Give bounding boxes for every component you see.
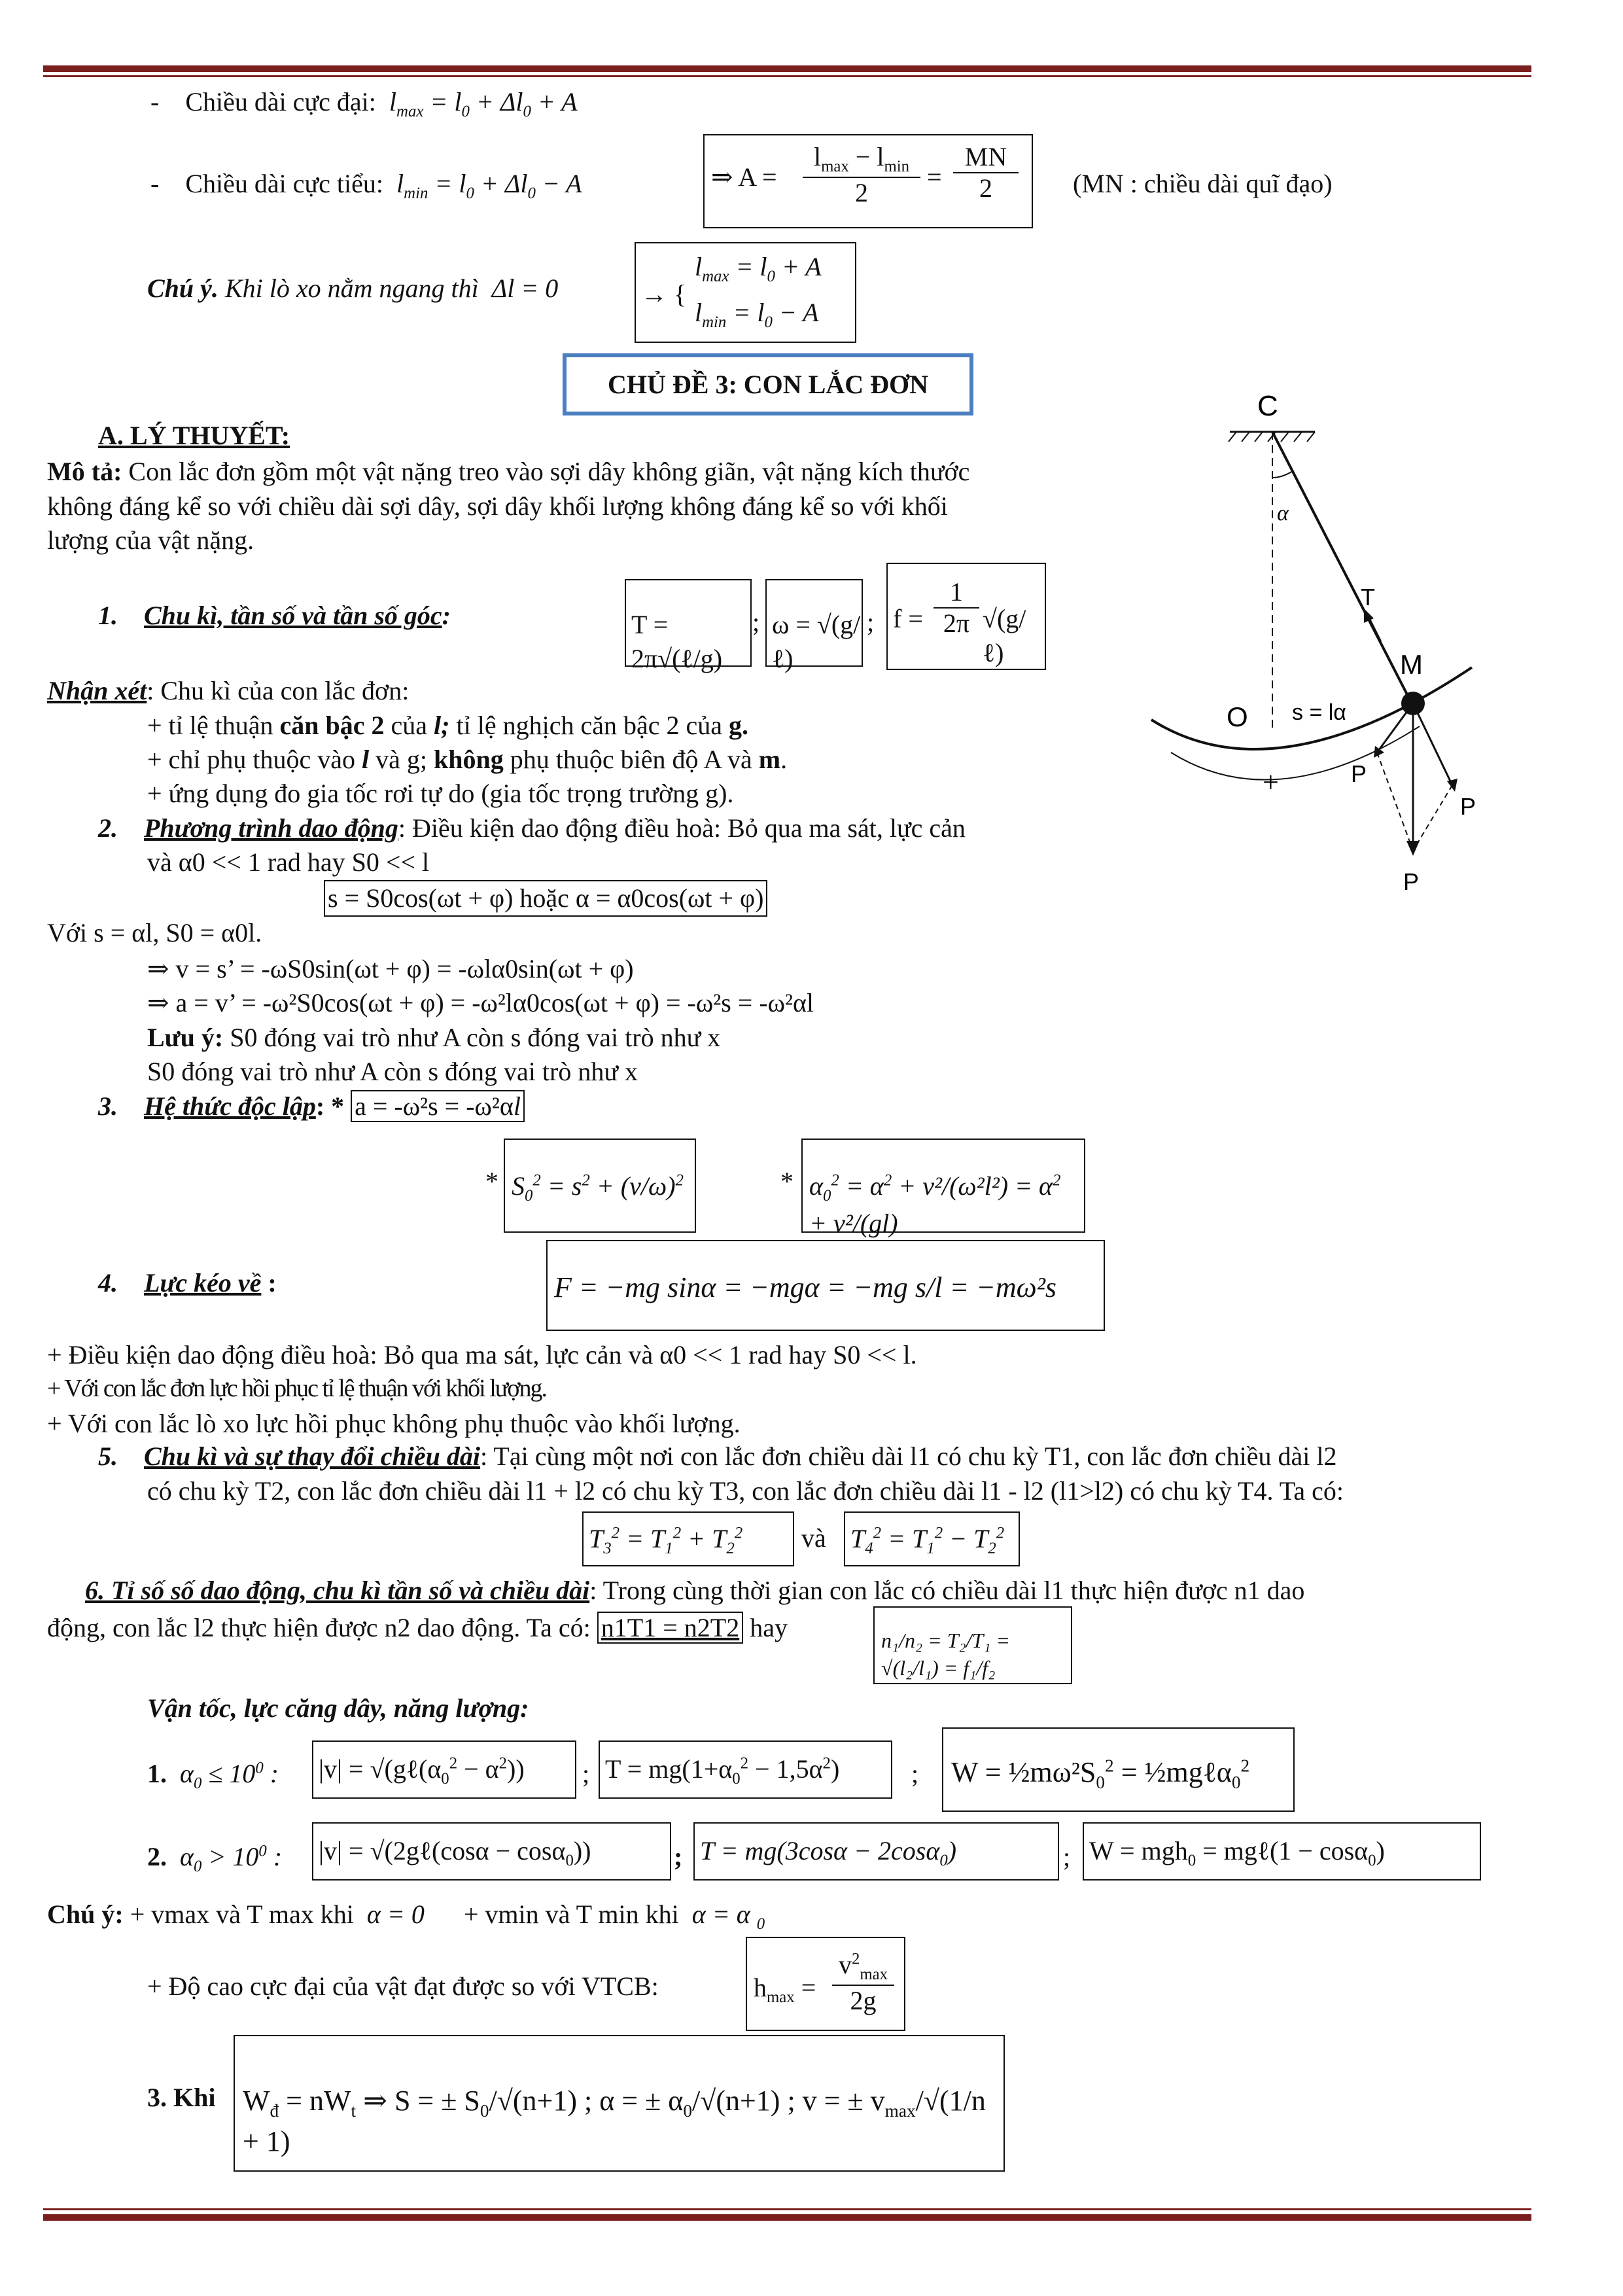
section-title: CHỦ ĐỀ 3: CON LẮC ĐƠN bbox=[563, 353, 973, 415]
label-alpha: α bbox=[1277, 501, 1289, 525]
r1b: căn bậc 2 bbox=[279, 711, 385, 740]
remark-line bbox=[47, 674, 409, 708]
max-length-label: Chiều dài cực đại: bbox=[185, 87, 376, 116]
omega-formula-box: ω = √(g/ℓ) bbox=[765, 579, 863, 667]
label-plus: + bbox=[1263, 766, 1279, 798]
remark-item-3: + ứng dụng đo gia tốc rơi tự do (gia tốc trọng trường g). bbox=[147, 779, 734, 808]
condition-2: + Với con lắc đơn lực hồi phục tỉ lệ thuận với khối lượng. bbox=[47, 1375, 546, 1402]
description-text-1: Con lắc đơn gồm một vật nặng treo vào sợi dây không giãn, vật nặng kích thước bbox=[128, 457, 970, 486]
chu-y-text-2: + vmin và T min khi bbox=[463, 1899, 679, 1929]
s0-formula-box: $S_0^2 = s^2 + (v/\omega)^2$ bbox=[504, 1139, 696, 1233]
note-line-2: S0 đóng vai trò như A còn s đóng vai trò như x bbox=[147, 1057, 638, 1086]
note-label: Chú ý. bbox=[147, 274, 218, 303]
bottom-rule-thin bbox=[43, 2208, 1531, 2210]
case1-line: 1. $\alpha_0 \le 10^0$ : bbox=[147, 1759, 279, 1792]
chu-y-label: Chú ý: bbox=[47, 1899, 124, 1929]
r2e: m bbox=[758, 745, 781, 774]
pendulum-string bbox=[1272, 432, 1412, 703]
item1-title: Chu kì, tần số và tần số góc bbox=[144, 601, 442, 630]
energy-heading: Vận tốc, lực căng dây, năng lượng: bbox=[147, 1693, 529, 1723]
item4-heading: 4. Lực kéo về : bbox=[98, 1268, 277, 1298]
acceleration-line: ⇒ a = v’ = -ω²S0cos(ωt + φ) = -ω²lα0cos(ωt + φ) = -ω²s = -ω²αl bbox=[147, 988, 814, 1017]
with-line: Với s = αl, S0 = α0l. bbox=[47, 918, 262, 947]
description-label: Mô tả: bbox=[47, 457, 122, 486]
r2b: và g; bbox=[369, 745, 434, 774]
item4-title: Lực kéo về bbox=[144, 1268, 262, 1298]
item2-title: Phương trình dao động bbox=[144, 813, 398, 843]
top-rule-thin bbox=[43, 75, 1531, 77]
description-line-1 bbox=[47, 455, 969, 489]
item3-title: Hệ thức độc lập bbox=[144, 1091, 316, 1121]
horizontal-spring-box: → { $l_{max} = l_0 + A$ $l_{min} = l_0 - A$ bbox=[635, 242, 856, 343]
item2-heading bbox=[98, 811, 966, 845]
pn-arrow bbox=[1413, 703, 1452, 785]
item4-num: 4. bbox=[98, 1268, 118, 1298]
note-text-1: S0 đóng vai trò như A còn s đóng vai trò như x bbox=[223, 1023, 721, 1052]
chu-y-text: + vmax và T max khi bbox=[130, 1899, 354, 1929]
sep-5: ; bbox=[674, 1842, 683, 1871]
tension-small-box: $T = mg(1+\alpha_0^2 - 1,5\alpha^2)$ bbox=[599, 1740, 892, 1799]
ratio-formula-box: n₁/n₂ = T₂/T₁ = √(l₂/l₁) = f₁/f₂ bbox=[873, 1606, 1072, 1684]
case2-line: 2. $\alpha_0 > 10^0$ : bbox=[147, 1842, 283, 1875]
label-p: P bbox=[1403, 868, 1420, 895]
r2d: phụ thuộc biên độ A và bbox=[503, 745, 759, 774]
separator-2: ; bbox=[867, 607, 875, 637]
condition-1: + Điều kiện dao động điều hoà: Bỏ qua ma sát, lực cản và α0 << 1 rad hay S0 << l. bbox=[47, 1340, 917, 1369]
theory-heading: A. LÝ THUYẾT: bbox=[98, 421, 290, 450]
max-length-line: - Chiều dài cực đại: $l_{max} = l_0 + \Delta l_0 + A$ bbox=[150, 87, 578, 120]
r1f: g. bbox=[728, 711, 748, 740]
hmax-box: $h_{max}$ = $v^2_{max}$ 2g bbox=[746, 1937, 905, 2031]
chu-y-line: Chú ý: + vmax và T max khi α = 0 + vmin và T min khi α = α $_0$ bbox=[47, 1899, 765, 1933]
remark-item-1 bbox=[147, 709, 748, 743]
frequency-formula-box: f = $\frac{1}{2\pi}$ √(g/ℓ) bbox=[886, 563, 1046, 670]
case1-num: 1. bbox=[147, 1759, 167, 1788]
item3-heading: 3. Hệ thức độc lập: * a = -ω²s = -ω²αl bbox=[98, 1089, 525, 1123]
note-text: Khi lò xo nằm ngang thì bbox=[224, 274, 479, 303]
t3-formula-box: $T_3^2 = T_1^2 + T_2^2$ bbox=[582, 1511, 794, 1566]
item5-text-1: : Tại cùng một nơi con lắc đơn chiều dài l1 có chu kỳ T1, con lắc đơn chiều dài l2 bbox=[480, 1441, 1337, 1471]
item2-text: : Điều kiện dao động điều hoà: Bỏ qua ma sát, lực cản bbox=[398, 813, 966, 843]
item1-heading: 1. Chu kì, tần số và tần số góc: bbox=[98, 601, 451, 630]
item6-or: hay bbox=[750, 1613, 788, 1642]
energy-ratio-box: $W_đ = nW_t$ ⇒ S = ± $S_0/√(n+1)$ ; α = ± $\alpha_0/√(n+1)$ ; v = ± $v_{max}/√(1/n + 1)$ bbox=[234, 2035, 1005, 2172]
energy-large-box: W = mgh$_0$ = mgℓ(1 − cosα$_0$) bbox=[1083, 1822, 1481, 1881]
description-line-2: không đáng kể so với chiều dài sợi dây, sợi dây khối lượng không đáng kể so với khối bbox=[47, 491, 948, 521]
star-1: * bbox=[485, 1167, 498, 1196]
remark-text: : Chu kì của con lắc đơn: bbox=[147, 676, 410, 705]
horizontal-spring-note: Chú ý. Khi lò xo nằm ngang thì Δl = 0 bbox=[147, 274, 559, 303]
and-word: và bbox=[801, 1523, 826, 1553]
velocity-line: ⇒ v = s’ = -ωS0sin(ωt + φ) = -ωlα0sin(ωt + φ) bbox=[147, 954, 634, 983]
t4-formula-box: $T_4^2 = T_1^2 - T_2^2$ bbox=[844, 1511, 1020, 1566]
restoring-force-box: F = −mg sinα = −mgα = −mg s/l = −mω²s bbox=[546, 1240, 1105, 1331]
separator-1: ; bbox=[752, 607, 760, 637]
note-line-1 bbox=[147, 1021, 720, 1055]
r2a: + chỉ phụ thuộc vào bbox=[147, 745, 362, 774]
hmax-line: + Độ cao cực đại của vật đạt được so với VTCB: bbox=[147, 1971, 659, 2001]
bottom-rule bbox=[43, 2214, 1531, 2221]
sep-4: ; bbox=[911, 1759, 919, 1788]
case2-num: 2. bbox=[147, 1842, 167, 1871]
remark-item-2: + chỉ phụ thuộc vào l và g; không phụ thuộc biên độ A và m. bbox=[147, 745, 788, 774]
sep-3: ; bbox=[582, 1759, 590, 1788]
label-pn: P bbox=[1460, 793, 1476, 820]
velocity-large-box: |v| = √(2gℓ(cosα − cosα$_0$)) bbox=[312, 1822, 671, 1881]
dashed-1 bbox=[1377, 752, 1413, 851]
period-formula-box: T = 2π√(ℓ/g) bbox=[625, 579, 752, 667]
item6-text-2: động, con lắc l2 thực hiện được n2 dao động. Ta có: bbox=[47, 1613, 591, 1642]
dashed-2 bbox=[1413, 785, 1452, 851]
item3-star: : * bbox=[315, 1091, 345, 1121]
note-label-2: Lưu ý: bbox=[147, 1023, 224, 1052]
r1d: l; bbox=[434, 711, 450, 740]
item2-condition: và α0 << 1 rad hay S0 << l bbox=[147, 847, 430, 877]
remark-label: Nhận xét bbox=[47, 676, 147, 705]
item5-line-1 bbox=[98, 1439, 1336, 1474]
alpha0-formula-box: $\alpha_0^2 = \alpha^2 + v^2/(\omega^2l^2) = \alpha^2 + v^2/(gl)$ bbox=[801, 1139, 1085, 1233]
item5-title: Chu kì và sự thay đổi chiều dài bbox=[144, 1441, 481, 1471]
item6-line-2 bbox=[47, 1611, 788, 1645]
velocity-small-box: $|v| = √(g\ell(\alpha_0^2 - \alpha^2))$ bbox=[312, 1740, 576, 1799]
item2-num: 2. bbox=[98, 813, 118, 843]
label-t: T bbox=[1361, 584, 1375, 610]
item6-line-1 bbox=[85, 1574, 1304, 1608]
label-c: C bbox=[1257, 390, 1278, 422]
label-m: M bbox=[1400, 649, 1423, 680]
item6-title: 6. Tỉ số số dao động, chu kì tần số và chiều dài bbox=[85, 1576, 590, 1605]
pendulum-diagram bbox=[1145, 380, 1511, 903]
item5-line-2: có chu kỳ T2, con lắc đơn chiều dài l1 + l2 có chu kỳ T3, con lắc đơn chiều dài l1 - l2 (l1>l2) có chu kỳ T4. Ta có: bbox=[147, 1476, 1344, 1506]
tension-large-box: T = mg(3cosα − 2cosα$_0$) bbox=[693, 1822, 1059, 1881]
r1e: tỉ lệ nghịch căn bậc 2 của bbox=[449, 711, 729, 740]
energy-small-box: $W = \frac{1}{2}m\omega^2S_0^2$ = ½mgℓα$_0^2$ bbox=[942, 1727, 1295, 1812]
star-2: * bbox=[780, 1167, 794, 1196]
r1c: của bbox=[384, 711, 434, 740]
label-pt: P bbox=[1351, 760, 1367, 787]
oscillation-equation: s = S0cos(ωt + φ) hoặc α = α0cos(ωt + φ) bbox=[324, 880, 767, 917]
item6-text-1: : Trong cùng thời gian con lắc có chiều dài l1 thực hiện được n1 dao bbox=[589, 1576, 1305, 1605]
r2c: không bbox=[434, 745, 504, 774]
min-length-label: Chiều dài cực tiểu: bbox=[185, 169, 384, 198]
alpha-arc bbox=[1272, 471, 1293, 478]
label-s: s = lα bbox=[1292, 700, 1346, 725]
min-length-line: - Chiều dài cực tiểu: $l_{min} = l_0 + \Delta l_0 - A$ bbox=[150, 169, 582, 202]
condition-3: + Với con lắc lò xo lực hồi phục không phụ thuộc vào khối lượng. bbox=[47, 1409, 741, 1438]
case3-label: 3. Khi bbox=[147, 2083, 216, 2112]
item3-num: 3. bbox=[98, 1091, 118, 1121]
label-o: O bbox=[1227, 701, 1248, 732]
r1a: + tỉ lệ thuận bbox=[147, 711, 280, 740]
sep-6: ; bbox=[1063, 1842, 1071, 1871]
top-rule bbox=[43, 65, 1531, 72]
amplitude-formula-box: ⇒ A = $l_{max} - l_{min}$ 2 = $\frac{MN}{2}$ bbox=[703, 134, 1033, 228]
mn-note: (MN : chiều dài quĩ đạo) bbox=[1073, 169, 1333, 198]
item1-num: 1. bbox=[98, 601, 118, 630]
description-line-3: lượng của vật nặng. bbox=[47, 525, 254, 555]
item5-num: 5. bbox=[98, 1441, 118, 1471]
item6-eq: n1T1 = n2T2 bbox=[597, 1612, 743, 1644]
